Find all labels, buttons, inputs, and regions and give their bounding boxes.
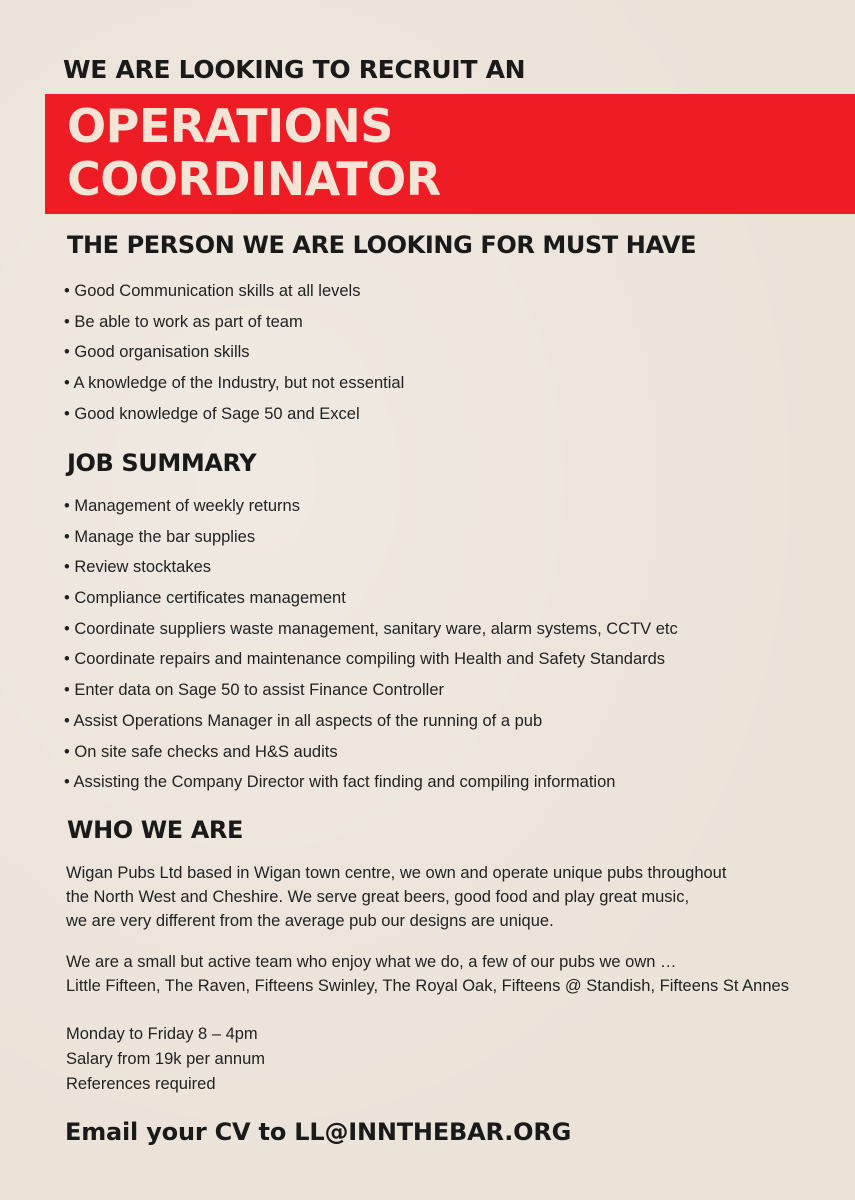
requirements-list: [64, 279, 404, 432]
list-item: • Good knowledge of Sage 50 and Excel: [64, 404, 360, 423]
list-item: • Assist Operations Manager in all aspects of the running of a pub: [64, 711, 543, 730]
title-banner: [45, 94, 855, 214]
list-item: • Compliance certificates management: [64, 589, 346, 608]
about-line: the North West and Cheshire. We serve great beers, good food and play great music,: [66, 888, 690, 906]
list-item: • On site safe checks and H&S audits: [64, 742, 338, 761]
references-note: References required: [66, 1075, 216, 1093]
list-item: • Manage the bar supplies: [64, 527, 256, 546]
job-summary-list: [64, 494, 678, 801]
who-we-are-heading: WHO WE ARE: [67, 816, 243, 844]
about-line: Wigan Pubs Ltd based in Wigan town centre, we own and operate unique pubs throughout: [66, 864, 727, 882]
list-item: • Enter data on Sage 50 to assist Finance Controller: [64, 681, 444, 700]
email-cta: Email your CV to LL@INNTHEBAR.ORG: [65, 1118, 572, 1146]
list-item: • Management of weekly returns: [64, 497, 300, 515]
about-line: we are very different from the average pub our designs are unique.: [66, 912, 554, 930]
pubs-list-line: Little Fifteen, The Raven, Fifteens Swinley, The Royal Oak, Fifteens @ Standish, Fifteens St Annes: [66, 977, 789, 995]
list-item: • Coordinate repairs and maintenance compiling with Health and Safety Standards: [64, 650, 666, 669]
list-item: • Review stocktakes: [64, 558, 211, 577]
list-item: • Good organisation skills: [64, 343, 250, 362]
list-item: • A knowledge of the Industry, but not essential: [64, 374, 405, 393]
job-title: [67, 100, 441, 206]
team-line: We are a small but active team who enjoy what we do, a few of our pubs we own …: [66, 953, 677, 971]
job-title-line-1: OPERATIONS: [67, 99, 393, 153]
team-paragraph: [66, 950, 789, 998]
intro-heading: WE ARE LOOKING TO RECRUIT AN: [63, 55, 526, 84]
list-item: • Assisting the Company Director with fact finding and compiling information: [64, 773, 616, 792]
about-paragraph: [66, 861, 726, 933]
salary: Salary from 19k per annum: [66, 1050, 266, 1068]
job-summary-heading: JOB SUMMARY: [67, 449, 257, 477]
job-title-line-2: COORDINATOR: [67, 152, 441, 206]
list-item: • Be able to work as part of team: [64, 312, 303, 331]
list-item: • Good Communication skills at all levels: [64, 282, 361, 300]
job-details: [66, 1022, 265, 1097]
working-hours: Monday to Friday 8 – 4pm: [66, 1025, 258, 1043]
list-item: • Coordinate suppliers waste management, sanitary ware, alarm systems, CCTV etc: [64, 619, 678, 638]
requirements-heading: THE PERSON WE ARE LOOKING FOR MUST HAVE: [67, 231, 697, 259]
